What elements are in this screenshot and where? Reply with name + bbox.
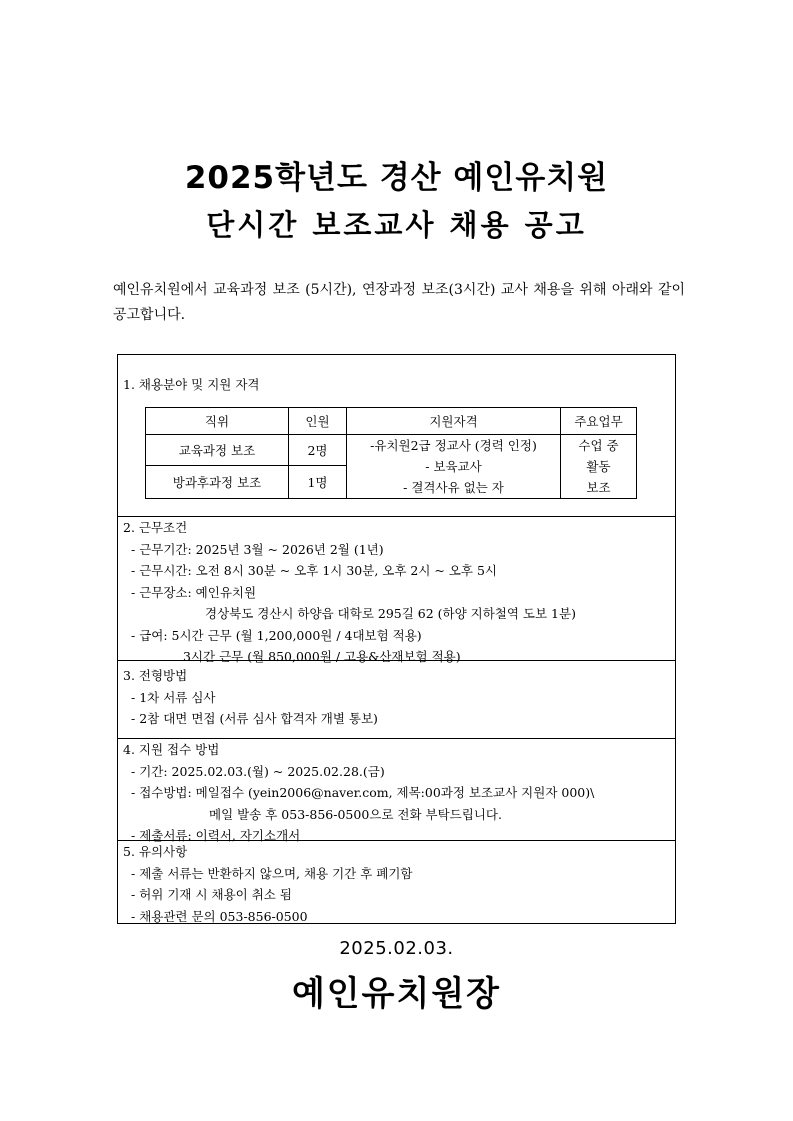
list-item: - 급여: 5시간 근무 (월 1,200,000원 / 4대보험 적용) (131, 627, 422, 643)
list-item: - 허위 기재 시 채용이 취소 됨 (131, 887, 292, 902)
table-header: 주요업무 (561, 408, 637, 435)
list-item: - 1차 서류 심사 (131, 689, 216, 705)
duty-line: 수업 중 (578, 438, 619, 453)
table-row (146, 435, 637, 466)
notice-box (117, 354, 676, 924)
position-cell: 방과후과정 보조 (146, 465, 289, 498)
list-item: 3시간 근무 (월 850,000원 / 고용&산재보험 적용) (183, 649, 461, 664)
section-heading: 1. 채용분야 및 지원 자격 (123, 377, 260, 392)
section-selection (118, 665, 675, 739)
duty-line: 보조 (586, 480, 611, 495)
count-cell: 1명 (289, 465, 347, 498)
list-item: - 채용관련 문의 053-856-0500 (131, 908, 308, 924)
table-header: 지원자격 (347, 408, 561, 435)
list-item: - 접수방법: 메일접수 (yein2006@naver.com, 제목:00과정 보조교사 지원자 000)\ (131, 785, 595, 800)
notice-date: 2025.02.03. (339, 938, 454, 959)
list-item: - 제출서류: 이력서, 자기소개서 (131, 828, 301, 843)
signature: 예인유치원장 (291, 974, 502, 1014)
duties-cell (561, 435, 637, 499)
qualification-line: -유치원2급 정교사 (경력 인정) (370, 438, 537, 453)
list-item: - 근무장소: 예인유치원 (131, 584, 257, 600)
list-item: - 기간: 2025.02.03.(월) ~ 2025.02.28.(금) (131, 763, 385, 779)
recruitment-table (145, 407, 637, 499)
qualification-line: - 결격사유 없는 자 (403, 480, 504, 495)
section-heading: 5. 유의사항 (123, 844, 188, 859)
page-subtitle: 단시간 보조교사 채용 공고 (206, 208, 587, 242)
section-notes (118, 841, 675, 923)
section-recruitment (118, 355, 675, 517)
list-item: 메일 발송 후 053-856-0500으로 전화 부탁드립니다. (209, 806, 502, 822)
section-application (118, 739, 675, 841)
table-header: 인원 (289, 408, 347, 435)
qualification-cell (347, 435, 561, 499)
list-item: - 근무기간: 2025년 3월 ~ 2026년 2월 (1년) (131, 541, 384, 557)
table-header: 직위 (146, 408, 289, 435)
list-item: - 근무시간: 오전 8시 30분 ~ 오후 1시 30분, 오후 2시 ~ 오후 5시 (131, 563, 497, 578)
list-item: - 제출 서류는 반환하지 않으며, 채용 기간 후 폐기함 (131, 865, 413, 881)
page-title: 2025학년도 경산 예인유치원 (184, 160, 609, 196)
section-heading: 3. 전형방법 (123, 668, 188, 683)
section-heading: 2. 근무조건 (123, 520, 188, 535)
qualification-line: - 보육교사 (425, 459, 482, 474)
position-cell: 교육과정 보조 (146, 435, 289, 466)
list-item: 경상북도 경산시 하양읍 대학로 295길 62 (하양 지하철역 도보 1분) (205, 606, 576, 621)
count-cell: 2명 (289, 435, 347, 466)
section-work-conditions (118, 517, 675, 664)
list-item: - 2참 대면 면접 (서류 심사 합격자 개별 통보) (131, 711, 378, 726)
section-heading: 4. 지원 접수 방법 (123, 742, 220, 757)
intro-paragraph: 예인유치원에서 교육과정 보조 (5시간), 연장과정 보조(3시간) 교사 채용을 위해 아래와 같이 공고합니다. (113, 282, 685, 323)
duty-line: 활동 (586, 459, 611, 474)
